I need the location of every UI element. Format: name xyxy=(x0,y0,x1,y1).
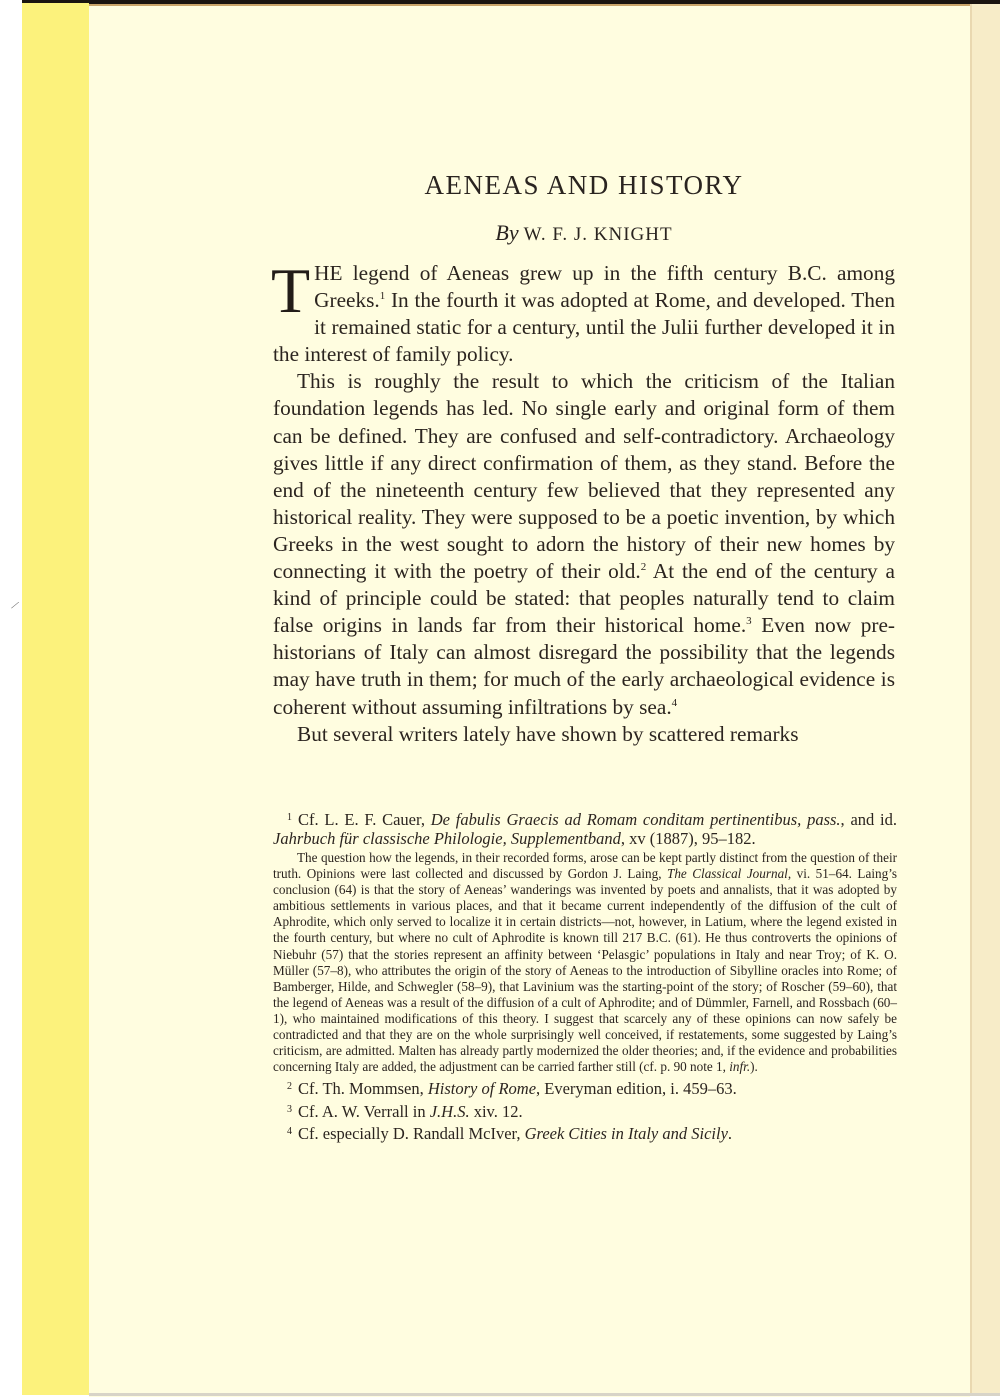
paragraph-2: This is roughly the result to which the criticism of the Italian foundation legends has led. No single early and original form of them can be defined. They are confused and self-contradictory. Archaeology gives little if any direct confirmation of them, as they stand. Before the end of the nineteenth century few believed that they represented any historical reality. They were supposed to be a poetic invention, by which Greeks in the west sought to adorn the history of their new homes by connecting it with the poetry of their old.$^2$ At the end of the century a kind of principle could be stated: that peoples naturally tend to claim false origins in lands far from their historical home.$^3$ Even now pre-historians of Italy can almost disregard the possibility that the legends may have truth in them; for much of the early archaeological evidence is coherent without assuming infiltrations by sea.$^4$ xyxy=(273,369,895,719)
byline xyxy=(0,220,1000,246)
drop-cap: T xyxy=(271,255,311,326)
footnote-3: $^3$ Cf. A. W. Verrall in J.H.S. xiv. 12. xyxy=(287,1101,523,1121)
footnote-ref-4[interactable]: 4 xyxy=(671,696,678,709)
footnote-ref-2[interactable]: 2 xyxy=(640,561,647,574)
footnote-number: 1 xyxy=(287,812,292,823)
footnote-ref-3[interactable]: 3 xyxy=(746,615,752,628)
byline-prefix: By xyxy=(495,220,519,245)
yellow-margin-strip xyxy=(22,3,89,1395)
footnote-4: $^4$ Cf. especially D. Randall McIver, Greek Cities in Italy and Sicily. xyxy=(287,1124,733,1144)
footnote-1: $^1$ Cf. L. E. F. Cauer, De fabulis Graecis ad Romam conditam pertinentibus, pass., and id. Jahrbuch für classische Philologie, Supplementband, xv (1887), 95–182. xyxy=(273,810,897,848)
footnote-1-note: The question how the legends, in their recorded forms, arose can be kept partly distinct from the question of their truth. Opinions were last collected and discussed by Gordon J. Laing, The Classical Journal, vi. 51–64. Laing’s conclusion (64) is that the story of Aeneas’ wanderings was invented by poets and annalists, that it was adopted by ambitious settlements in various places, and that it became current independently of the diffusion of the cult of Aphrodite, which only served to localize it in certain districts—not, however, in Latium, where the legend existed in the fourth century, but where no cult of Aphrodite is known till 217 B.C. (61). He thus controverts the opinions of Niebuhr (57) that the stories represent an affinity between ‘Pelasgic’ populations in Italy and near Troy; of K. O. Müller (57–8), who attributes the origin of the story of Aeneas to the introduction of Sibylline oracles into Rome; of Bamberger, Hilde, and Schwegler (58–9), that Lavinium was the starting-point of the story; of Roscher (59–60), that the legend of Aeneas was a result of the diffusion of a cult of Aphrodite; and of Dümmler, Farnell, and Rossbach (60–1), who maintained modifications of this theory. I suggest that scarcely any of these opinions can now safely be contradicted and that they are on the whole surprisingly well conceived, if restatements, some suggested by Laing’s criticism, are admitted. Malten has already partly modernized the older theories; and, if the evidence and probabilities concerning Italy are added, the adjustment can be carried farther still (cf. p. 90 note 1, infr.). xyxy=(273,850,897,1075)
paragraph-1: THE legend of Aeneas grew up in the fifth century B.C. among Greeks.$^1$ In the fourth it was adopted at Rome, and developed. Then it remained static for a century, until the Julii further developed it in the interest of family policy. xyxy=(271,255,895,367)
author-name: W. F. J. KNIGHT xyxy=(523,224,673,245)
era-abbrev: B.C. xyxy=(787,261,827,285)
article-title: AENEAS AND HISTORY xyxy=(424,170,744,200)
paragraph-3: But several writers lately have shown by scattered remarks xyxy=(297,721,799,746)
scan-speck: ⁄ xyxy=(12,597,18,613)
footnotes xyxy=(273,808,897,1145)
footnote-ref-1[interactable]: 1 xyxy=(379,290,386,303)
article-body xyxy=(271,255,895,748)
scan-bottom-edge xyxy=(89,1393,1000,1396)
footnote-2: $^2$ Cf. Th. Mommsen, History of Rome, Everyman edition, i. 459–63. xyxy=(287,1079,737,1099)
right-page-edge xyxy=(970,4,1000,1395)
